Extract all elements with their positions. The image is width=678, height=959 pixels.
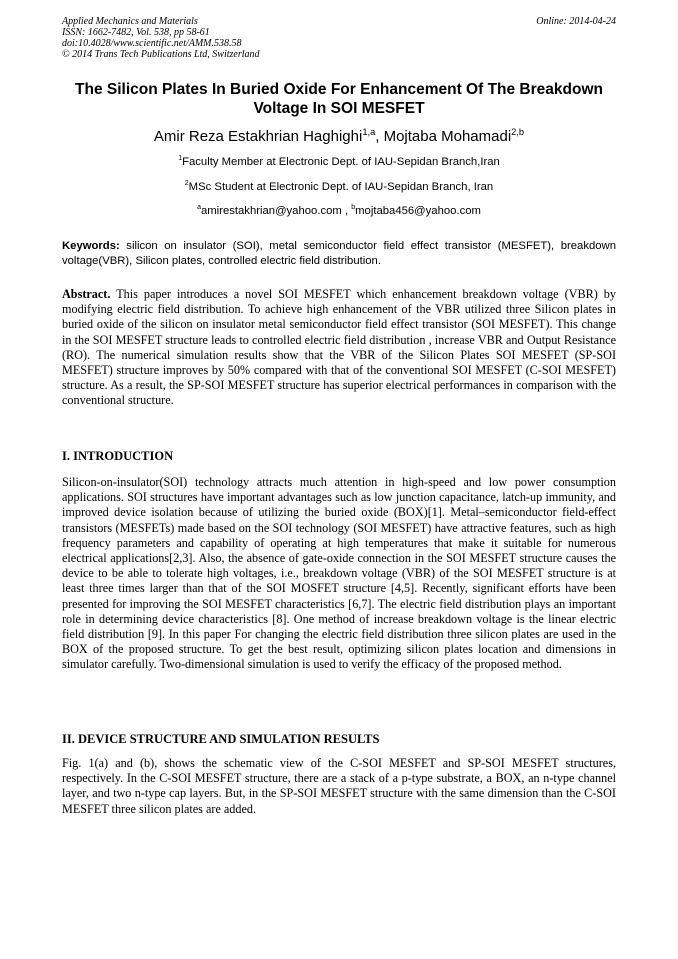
section-2-paragraph: Fig. 1(a) and (b), shows the schematic view of the C-SOI MESFET and SP-SOI MESFET structures, respectively. In the C-SOI MESFET structure, there are a stack of a p-type substrate, a BOX, an n-type channel layer, and two n-type cap layers. But, in the SP-SOI MESFET structure with the same dimension than the C-SOI MESFET three silicon plates are added.: [62, 756, 616, 816]
section-2-heading: II. DEVICE STRUCTURE AND SIMULATION RESULTS: [62, 732, 380, 746]
abstract-label: Abstract.: [62, 287, 111, 301]
affiliation-1: [62, 155, 616, 169]
affiliation-2-marker: 2: [184, 180, 189, 188]
issn-line: ISSN: 1662-7482, Vol. 538, pp 58-61: [62, 27, 210, 38]
affiliation-2-text: MSc Student at Electronic Dept. of IAU-Sepidan Branch, Iran: [188, 181, 494, 193]
affiliation-1-text: Faculty Member at Electronic Dept. of IAU-Sepidan Branch,Iran: [182, 156, 500, 168]
email-b-marker: b: [351, 204, 356, 212]
doi-line: doi:10.4028/www.scientific.net/AMM.538.58: [62, 38, 242, 49]
author-1-marker: 1,a: [362, 127, 376, 137]
email-b: mojtaba456@yahoo.com: [355, 205, 481, 217]
journal-header: [62, 16, 616, 60]
author-1: Amir Reza Estakhrian Haghighi: [153, 128, 363, 145]
keywords-text: silicon on insulator (SOI), metal semiconductor field effect transistor (MESFET), breakdown voltage(VBR), Silicon plates, controlled electric field distribution.: [62, 240, 616, 267]
section-1-paragraph: Silicon-on-insulator(SOI) technology attracts much attention in high-speed and low power consumption applications. SOI structures have important advantages such as low junction capacitance, latch-up immunity, and improved device isolation because of utilizing the buried oxide (BOX)[1]. Metal–semiconductor field-effect transistors (MESFETs) made based on the SOI technology (SOI MESFET) have attractive features, such as high frequency parameters and capability of operating at high temperatures that make it suitable for numerous electrical applications[2,3]. Also, the absence of gate-oxide connection in the SOI MESFET structure causes the device to be able to tolerate high voltages, i.e., breakdown voltage (VBR) of the SOI MESFET structure is at least three times larger than that of the SOI MOSFET structure [4,5]. Recently, significant efforts have been presented for improving the SOI MESFET characteristics [6,7]. The electric field distribution plays an important role in determining device characteristics [8]. One method of increase breakdown voltage is the linear electric field distribution [9]. In this paper For changing the electric field distribution three silicon plates are used in the BOX of the proposed structure. To get the best result, optimizing silicon plates location and dimensions in simulator carefully. Two-dimensional simulation is used to verify the efficacy of the proposed method.: [62, 475, 616, 672]
journal-meta: [62, 16, 616, 60]
abstract-paragraph: [62, 287, 616, 409]
affiliation-2: [62, 180, 616, 194]
journal-name: Applied Mechanics and Materials: [62, 16, 198, 27]
author-2-marker: 2,b: [511, 127, 525, 137]
keywords-paragraph: [62, 239, 616, 269]
keywords-label: Keywords:: [62, 240, 120, 252]
abstract-text: This paper introduces a novel SOI MESFET which enhancement breakdown voltage (VBR) by modifying electric field distribution. To achieve high enhancement of the VBR utilized three Silicon plates in buried oxide of the silicon on insulator metal semiconductor field effect transistor (SOI MESFET). This change in the SOI MESFET structure leads to controlled electric field distribution , increase VBR and Output Resistance (RO). The numerical simulation results show that the VBR of the Silicon Plates SOI MESFET (SP-SOI MESFET) structure improves by 50% compared with that of the conventional SOI MESFET (C-SOI MESFET) structure. As a result, the SP-SOI MESFET structure has superior electrical performances in comparison with the conventional structure.: [62, 287, 616, 408]
paper-title: The Silicon Plates In Buried Oxide For Enhancement Of The Breakdown Voltage In SOI MESFET: [75, 81, 603, 117]
copyright-line: © 2014 Trans Tech Publications Ltd, Switzerland: [62, 49, 260, 60]
email-separator: ,: [341, 205, 352, 217]
author-2: Mojtaba Mohamadi: [383, 128, 512, 145]
section-1-heading: I. INTRODUCTION: [62, 449, 174, 463]
email-line: [62, 204, 616, 218]
email-a: amirestakhrian@yahoo.com: [200, 205, 342, 217]
online-date: Online: 2014-04-24: [536, 16, 616, 27]
affiliation-1-marker: 1: [178, 155, 183, 163]
author-line: [62, 128, 616, 146]
author-separator: ,: [375, 128, 384, 145]
email-a-marker: a: [197, 204, 201, 212]
